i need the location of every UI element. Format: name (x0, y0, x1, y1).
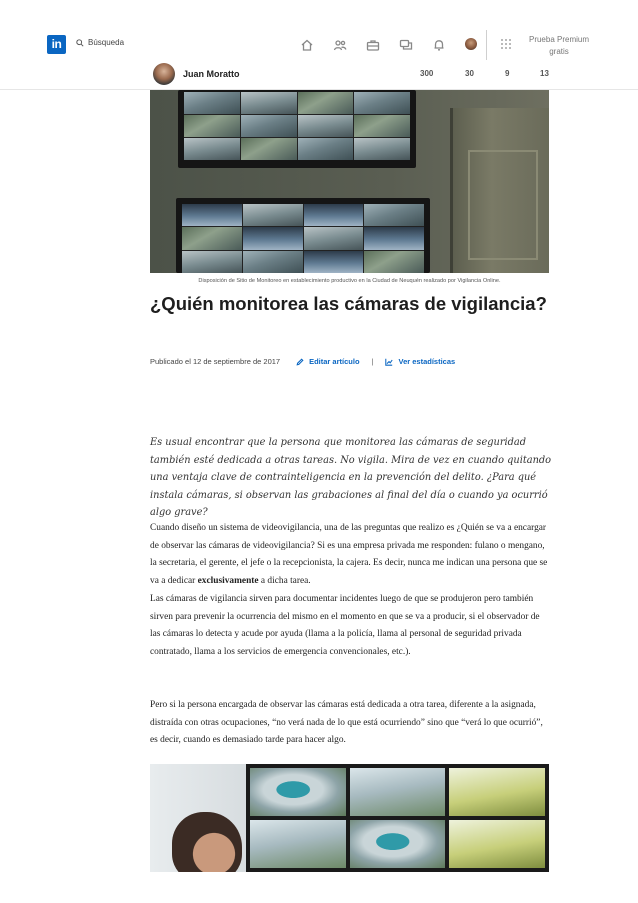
paragraph-1-bold: exclusivamente (197, 575, 259, 586)
edit-article-label: Editar artículo (309, 357, 360, 366)
home-icon[interactable] (300, 37, 314, 51)
jobs-icon[interactable] (366, 37, 380, 51)
premium-line-1: Prueba Premium (528, 35, 590, 44)
article-intro: Es usual encontrar que la persona que monitorea las cámaras de seguridad también esté dedicada a otras tareas. No vigila. Mira de vez en cuando quitando una ventaja clave de contrainteligencia en la prevención del delito. ¿Para qué instala cámaras, si observan las grabaciones al final del día o cuando ya ocurrió algo grave? (150, 437, 552, 518)
hero-image (150, 90, 549, 273)
view-stats-label: Ver estadísticas (398, 357, 456, 366)
author-name[interactable]: Juan Moratto (183, 69, 240, 79)
monitor-top (178, 90, 416, 168)
paragraph-3: Pero si la persona encargada de observar las cámaras está dedicada a otra tarea, diferente a la asignada, distraída con otras ocupaciones, “no verá nada de lo que está ocurriendo” sino que “verá lo que ocurrió”, es decir, cuando es demasiado tarde para hacer algo. (150, 700, 543, 745)
author-avatar[interactable] (153, 63, 175, 85)
meta-separator: | (371, 357, 374, 366)
view-stats-link[interactable] (385, 357, 455, 366)
nav-divider (486, 30, 487, 60)
premium-trial-link[interactable] (528, 34, 590, 58)
stat-shares[interactable]: 13 (540, 69, 549, 78)
paragraph-1-end: a dicha tarea. (258, 575, 311, 586)
notifications-icon[interactable] (432, 37, 446, 51)
paragraph-2: Las cámaras de vigilancia sirven para documentar incidentes luego de que se produjeron pero también sirven para prevenir la ocurrencia del mismo en el momento en que se va a producir, si el observador de las cámaras lo detecta y acude por ayuda (llama a la policía, llama al personal de seguridad privada contratado, llama a los servicios de emergencia convencionales, etc.). (150, 594, 540, 657)
paragraph-1-text: Cuando diseño un sistema de videovigilancia, una de las preguntas que realizo es ¿Quién se va a encargar de observar las cámaras de videovigilancia? Si es una empresa privada me responden: fulano o mengano, la secretaria, el gerente, el jefe o la recepcionista, la cajera. Es decir, nunca me indican una persona que se va a dedicar (150, 523, 548, 586)
publish-date: Publicado el 12 de septiembre de 2017 (150, 357, 281, 366)
hero-caption: Disposición de Sitio de Monitoreo en establecimiento productivo en la Ciudad de Neuquén realizado por Vigilancia Online. (198, 278, 501, 284)
chart-icon (385, 358, 393, 366)
premium-line-2: gratis (549, 47, 569, 56)
messaging-icon[interactable] (399, 37, 413, 51)
linkedin-logo[interactable]: in (47, 35, 66, 54)
search-label: Búsqueda (88, 38, 125, 47)
me-avatar[interactable] (465, 38, 477, 50)
control-room-image (150, 764, 549, 872)
stat-views[interactable]: 300 (420, 69, 434, 78)
search-button[interactable] (76, 38, 124, 47)
monitor-bottom (176, 198, 430, 273)
monitor-wall (246, 764, 549, 872)
edit-article-link[interactable] (296, 357, 359, 366)
nav-icons (300, 37, 477, 51)
stat-comments[interactable]: 9 (505, 69, 510, 78)
article-meta (150, 357, 550, 366)
search-icon (76, 39, 84, 47)
pencil-icon (296, 358, 304, 366)
apps-grid-icon[interactable] (500, 38, 512, 50)
stat-likes[interactable]: 30 (465, 69, 474, 78)
paragraph-1 (150, 520, 552, 590)
article-title: ¿Quién monitorea las cámaras de vigilancia? (150, 293, 547, 314)
network-icon[interactable] (333, 37, 347, 51)
